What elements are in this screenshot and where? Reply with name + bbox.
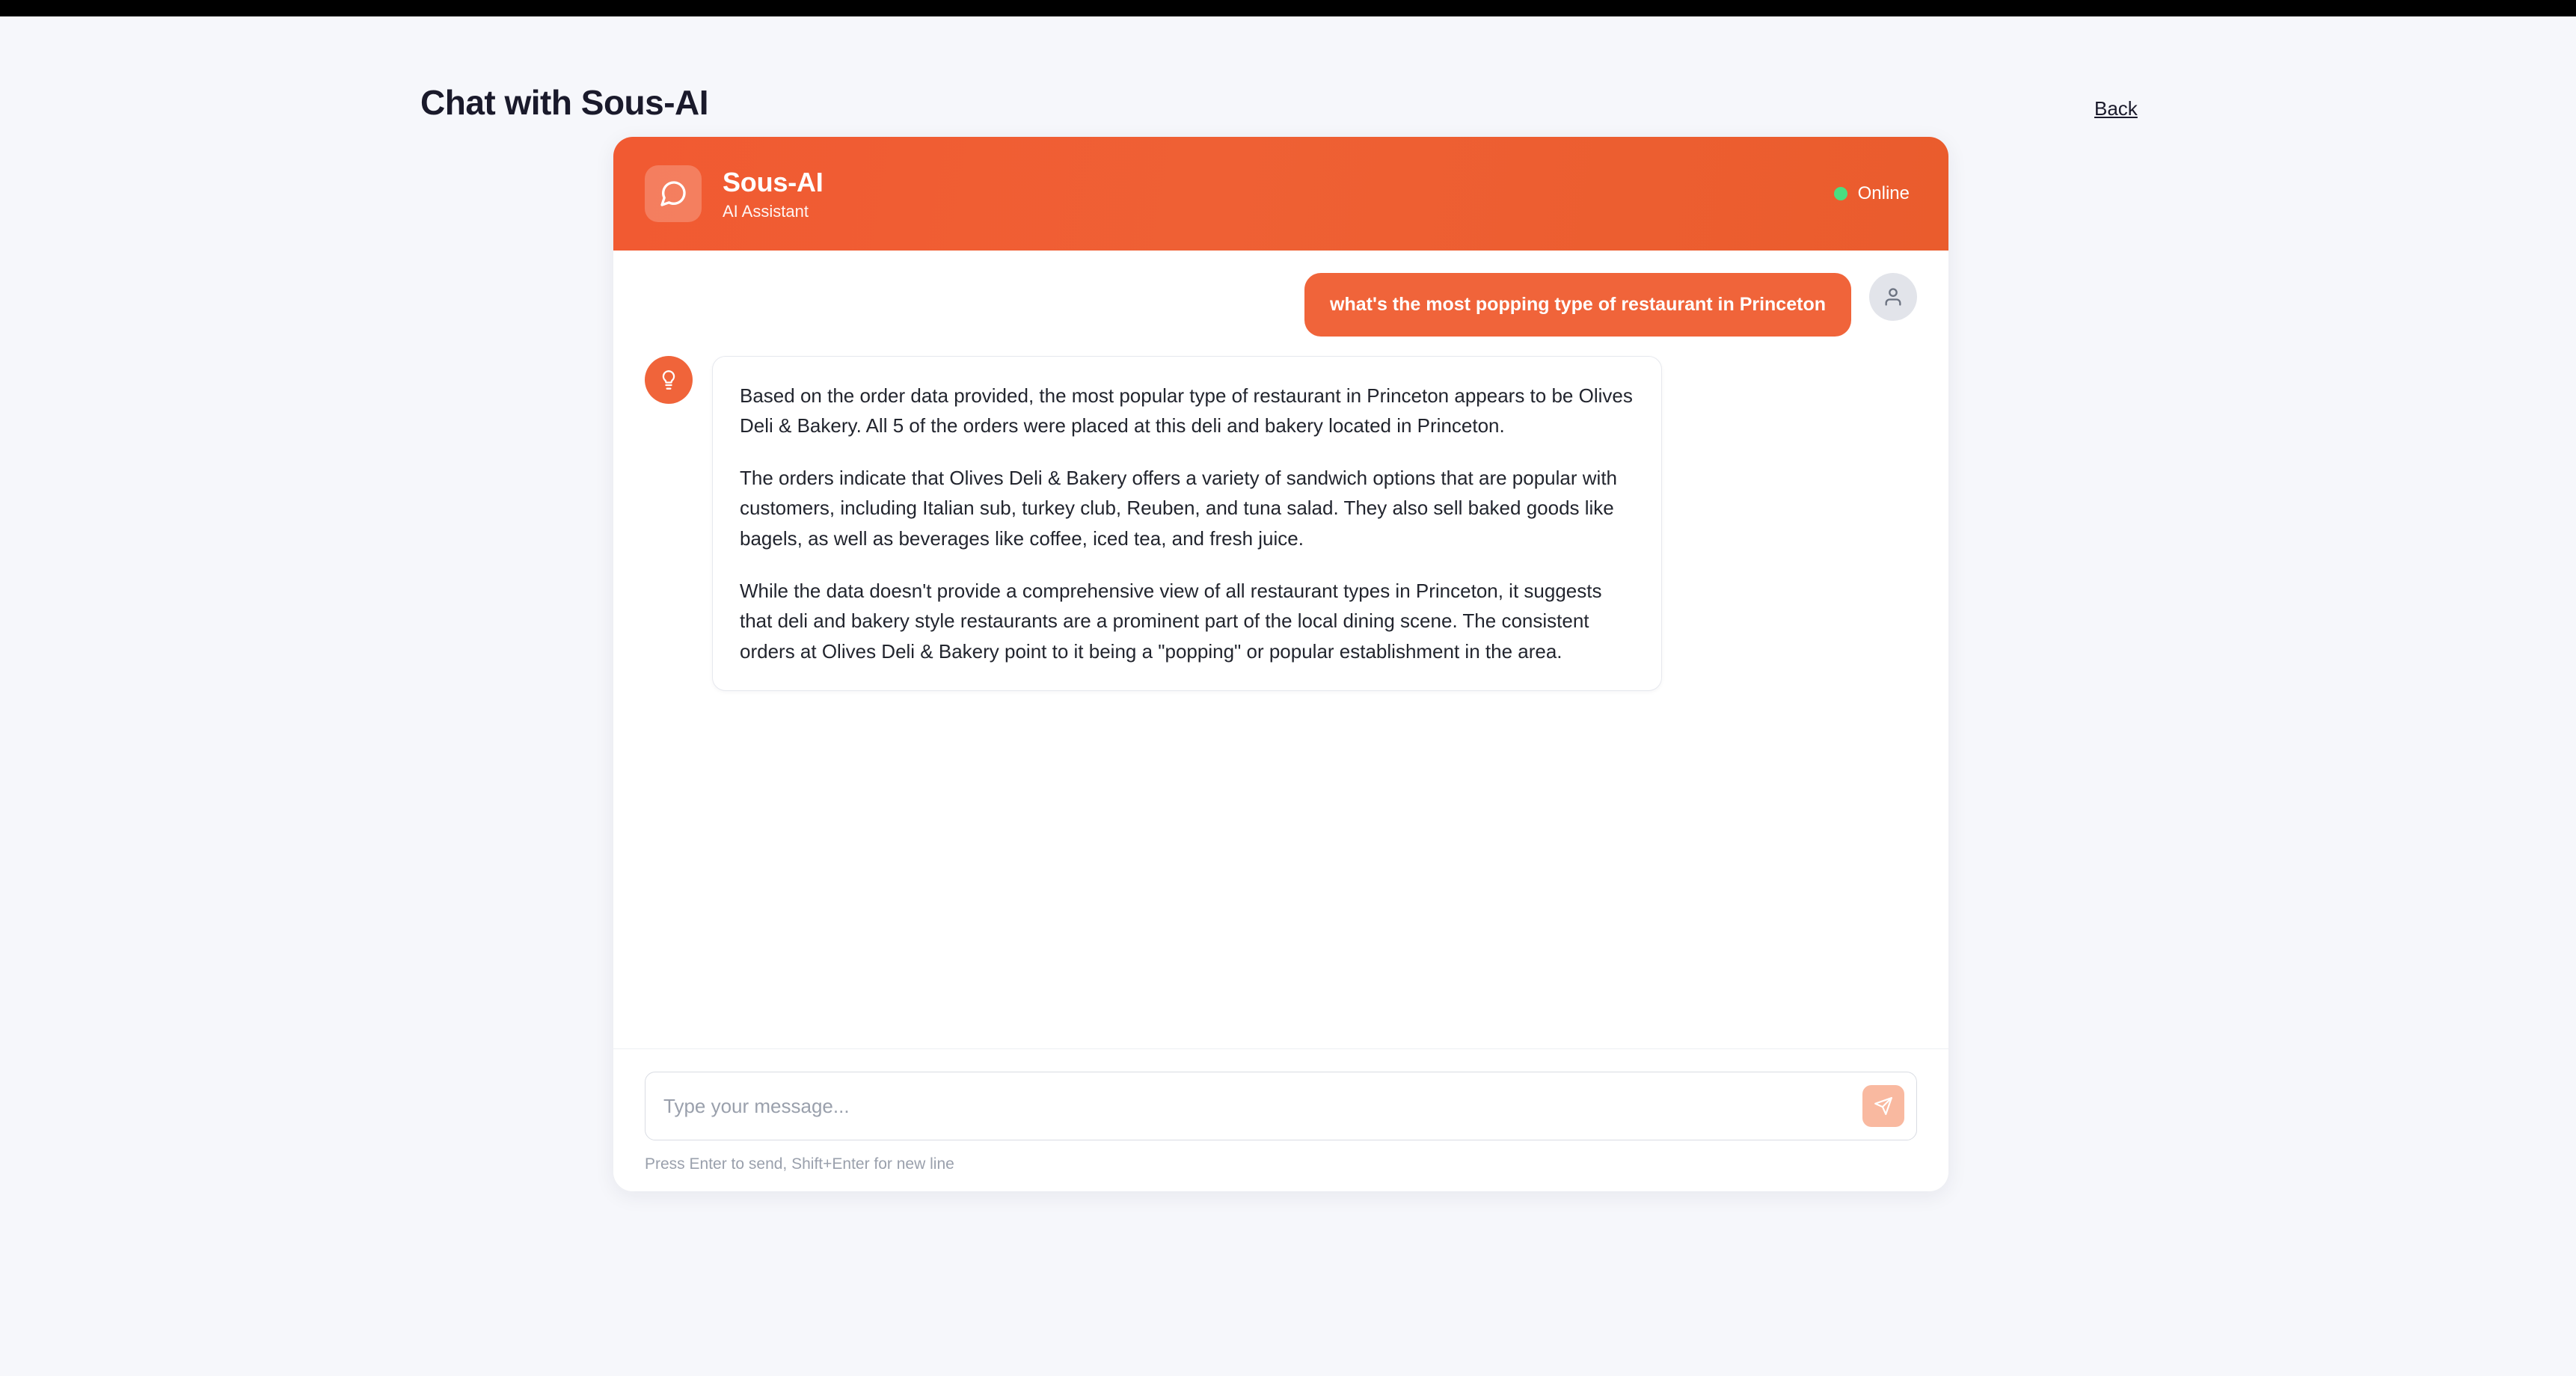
page-title: Chat with Sous-AI (420, 83, 709, 122)
chat-bot-name: Sous-AI (723, 166, 824, 197)
status-dot-icon (1834, 187, 1847, 200)
chat-bot-role: AI Assistant (723, 202, 809, 221)
chat-panel (613, 137, 1948, 1191)
status-label: Online (1857, 183, 1910, 203)
chat-header (613, 137, 1948, 251)
send-button[interactable] (1862, 1085, 1904, 1127)
browser-top-bar (0, 0, 2576, 16)
chat-bubble-icon (645, 165, 702, 222)
chat-bot-meta (723, 167, 824, 221)
message-composer (613, 1048, 1948, 1191)
back-link[interactable]: Back (2094, 97, 2138, 120)
sparkle-icon (645, 356, 693, 404)
message-input-wrapper[interactable] (645, 1072, 1917, 1140)
message-row-user (645, 273, 1917, 337)
status-badge (1834, 183, 1910, 204)
bot-paragraph: While the data doesn't provide a comprehensive view of all restaurant types in Princeton, it suggests that deli and bakery style restaurants are a prominent part of the local dining scene. The consistent orders at Olives Deli & Bakery point to it being a "popping" or popular establishment in the area. (740, 579, 1602, 663)
message-input[interactable] (662, 1072, 1900, 1140)
user-message-bubble: what's the most popping type of restaurant in Princeton (1304, 273, 1851, 337)
user-icon (1869, 273, 1917, 321)
composer-hint: Press Enter to send, Shift+Enter for new line (645, 1155, 954, 1173)
bot-message-bubble (712, 356, 1662, 691)
bot-paragraph: Based on the order data provided, the most popular type of restaurant in Princeton appears to be Olives Deli & Bakery. All 5 of the orders were placed at this deli and bakery located in Princeton. (740, 384, 1633, 437)
bot-paragraph: The orders indicate that Olives Deli & Bakery offers a variety of sandwich options that are popular with customers, including Italian sub, turkey club, Reuben, and tuna salad. They also sell baked goods like bagels, as well as beverages like coffee, iced tea, and fresh juice. (740, 467, 1617, 550)
message-row-bot (645, 356, 1917, 691)
message-list (613, 251, 1948, 1048)
page-header (0, 39, 2576, 122)
